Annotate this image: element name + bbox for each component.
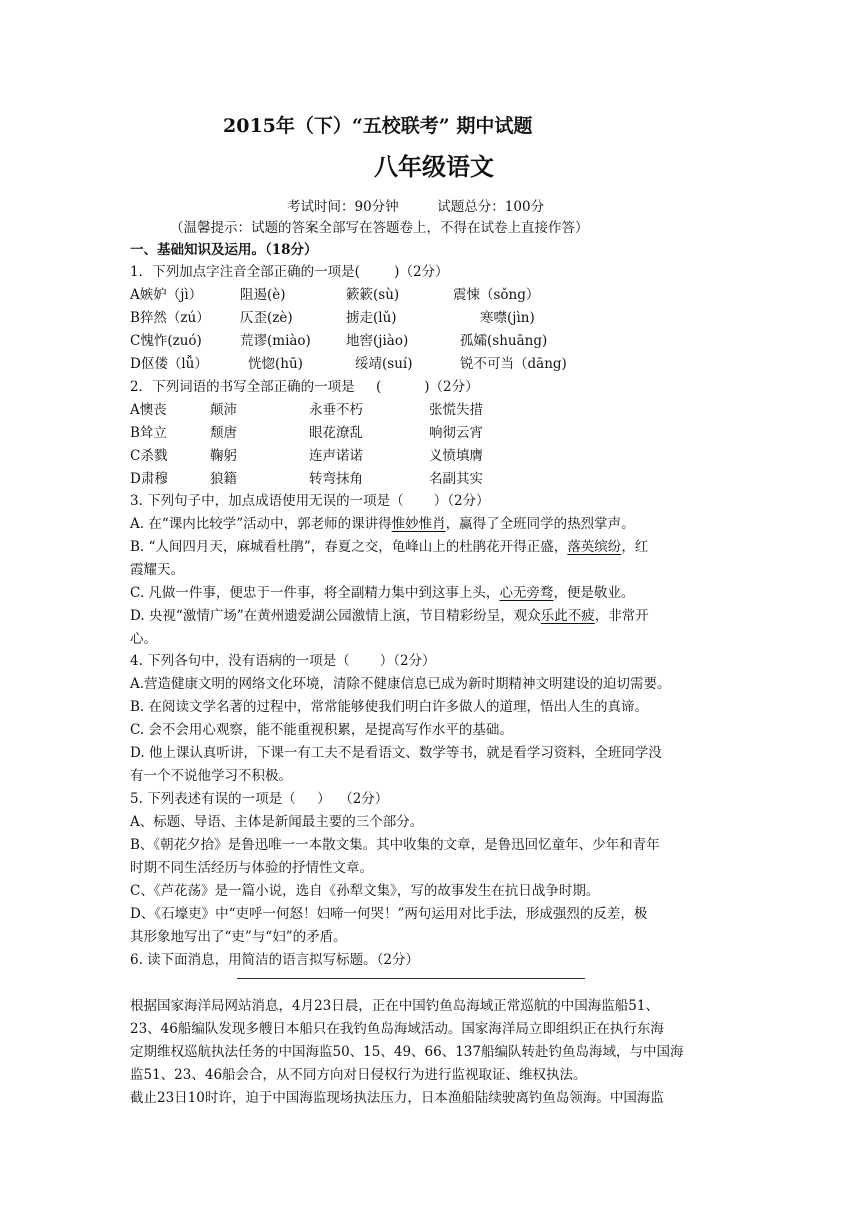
option-item: 名副其实 xyxy=(429,471,483,487)
q5-option-a: A、标题、导语、主体是新闻最主要的三个部分。 xyxy=(130,814,424,830)
idiom-underlined: 心无旁骛 xyxy=(499,585,554,601)
title-answer-line xyxy=(237,978,585,979)
option-item: 震悚（sǒng） xyxy=(453,287,540,303)
option-text: ，赢得了全班同学的热烈掌声。 xyxy=(445,516,635,532)
option-text: C. 凡做一件事，便忠于一件事，将全副精力集中到这事上头， xyxy=(130,585,500,601)
q1-stem: 1．下列加点字注音全部正确的一项是( )（2分） xyxy=(130,264,449,280)
option-item: 转弯抹角 xyxy=(309,471,363,487)
q3-stem: 3. 下列句子中，加点成语使用无误的一项是（ ）（2分） xyxy=(130,493,490,509)
q6-stem: 6. 读下面消息，用简洁的语言拟写标题。（2分） xyxy=(130,952,420,968)
option-text: ，红 xyxy=(621,539,649,555)
option-item: A懊丧 xyxy=(130,402,167,418)
option-item: 荒谬(miào) xyxy=(240,333,311,349)
idiom-underlined: 落英缤纷 xyxy=(567,539,622,555)
q3-option-c xyxy=(130,584,634,602)
q5-stem: 5. 下列表述有误的一项是（ ） （2分） xyxy=(130,791,389,807)
option-item: 颓唐 xyxy=(210,425,237,441)
option-item: 掳走(lǔ) xyxy=(346,310,397,326)
option-item: 响彻云宵 xyxy=(429,425,483,441)
q2-stem: 2．下列词语的书写全部正确的一项是 ( )（2分） xyxy=(130,379,479,395)
news-paragraph-line: 23、46船编队发现多艘日本船只在我钓鱼岛海域活动。国家海洋局立即组织正在执行东海 xyxy=(130,1021,664,1037)
option-item: B猝然（zú） xyxy=(130,310,210,326)
option-text: D. 央视“激情广场”在黄州遗爱湖公园激情上演，节目精彩纷呈，观众 xyxy=(130,608,541,624)
q4-option-b: B. 在阅读文学名著的过程中，常常能够使我们明白许多做人的道理，悟出人生的真谛。 xyxy=(130,699,649,715)
option-item: 阻遏(è) xyxy=(240,287,286,303)
section-heading: 一、基础知识及运用。（18分） xyxy=(130,242,318,258)
option-item: 义愤填膺 xyxy=(429,448,483,464)
exam-info: 考试时间：90分钟 试题总分：100分 xyxy=(287,199,545,215)
news-paragraph-line: 定期维权巡航执法任务的中国海监50、15、49、66、137船编队转赴钓鱼岛海域，与中国海 xyxy=(130,1044,684,1060)
option-text: B. “人间四月天，麻城看杜鹃”，春夏之交，龟峰山上的杜鹃花开得正盛， xyxy=(130,539,568,555)
option-item: 恍惚(hū) xyxy=(248,356,303,372)
news-paragraph-line: 截止23日10时许，迫于中国海监现场执法压力，日本渔船陆续驶离钓鱼岛领海。中国海监 xyxy=(130,1090,664,1106)
option-item: 连声诺诺 xyxy=(309,448,363,464)
q5-option-d-cont: 其形象地写出了“吏”与“妇”的矛盾。 xyxy=(130,929,347,945)
q3-option-a xyxy=(130,515,635,533)
news-paragraph-line: 根据国家海洋局网站消息，4月23日晨，正在中国钓鱼岛海域正常巡航的中国海监船51、 xyxy=(130,998,659,1014)
option-item: 锐不可当（dāng) xyxy=(460,356,567,372)
option-item: 永垂不朽 xyxy=(309,402,363,418)
subject-title: 八年级语文 xyxy=(374,152,494,181)
option-item: 寒噤(jìn) xyxy=(480,310,535,326)
option-item: 张慌失措 xyxy=(429,402,483,418)
option-item: 簌簌(sù) xyxy=(346,287,400,303)
option-item: 地窖(jiào) xyxy=(346,333,409,349)
q3-option-d-cont: 心。 xyxy=(130,631,157,647)
q5-option-b: B、《朝花夕拾》是鲁迅唯一一本散文集。其中收集的文章，是鲁迅回忆童年、少年和青年 xyxy=(130,837,660,853)
option-text: ，便是敬业。 xyxy=(553,585,635,601)
option-item: 鞠躬 xyxy=(210,448,237,464)
q5-option-b-cont: 时期不同生活经历与体验的抒情性文章。 xyxy=(130,860,373,876)
q3-option-b-cont: 霞耀天。 xyxy=(130,562,184,578)
q4-option-a: A.营造健康文明的网络文化环境，清除不健康信息已成为新时期精神文明建设的迫切需要。 xyxy=(130,676,671,692)
option-item: C愧怍(zuó) xyxy=(130,333,202,349)
q4-option-c: C. 会不会用心观察，能不能重视积累，是提高写作水平的基础。 xyxy=(130,722,513,738)
q3-option-b xyxy=(130,538,648,556)
option-item: D伛偻（lǚ） xyxy=(130,356,208,372)
option-item: D肃穆 xyxy=(130,471,168,487)
q5-option-c: C、《芦花荡》是一篇小说，选自《孙犁文集》，写的故事发生在抗日战争时期。 xyxy=(130,883,600,899)
option-text: ，非常开 xyxy=(594,608,649,624)
q4-stem: 4. 下列各句中，没有语病的一项是（ ）（2分） xyxy=(130,653,436,669)
idiom-underlined: 惟妙惟肖 xyxy=(391,516,446,532)
news-paragraph-line: 监51、23、46船会合，从不同方向对日侵权行为进行监视取证、维权执法。 xyxy=(130,1067,587,1083)
option-item: 绥靖(suí) xyxy=(355,356,413,372)
option-item: 狼籍 xyxy=(210,471,237,487)
q4-option-d: D. 他上课认真听讲，下课一有工夫不是看语文、数学等书，就是看学习资料，全班同学没 xyxy=(130,745,662,761)
q5-option-d: D、《石壕吏》中“吏呼一何怒！妇啼一何哭！”两句运用对比手法，形成强烈的反差，极 xyxy=(130,906,648,922)
option-item: 孤孀(shuāng) xyxy=(460,333,548,349)
option-item: 仄歪(zè) xyxy=(240,310,293,326)
option-text: A. 在“课内比较学”活动中，郭老师的课讲得 xyxy=(130,516,392,532)
q4-option-d-cont: 有一个不说他学习不积极。 xyxy=(130,768,292,784)
exam-title: 2015年（下）“五校联考” 期中试题 xyxy=(223,115,533,137)
idiom-underlined: 乐此不疲 xyxy=(540,608,595,624)
q3-option-d xyxy=(130,607,649,625)
option-item: 颠沛 xyxy=(210,402,237,418)
option-item: B耸立 xyxy=(130,425,167,441)
tip-line: （温馨提示：试题的答案全部写在答题卷上，不得在试卷上直接作答） xyxy=(170,220,589,236)
option-item: A嫉妒（jì） xyxy=(130,287,203,303)
option-item: 眼花潦乱 xyxy=(309,425,363,441)
option-item: C杀戮 xyxy=(130,448,168,464)
